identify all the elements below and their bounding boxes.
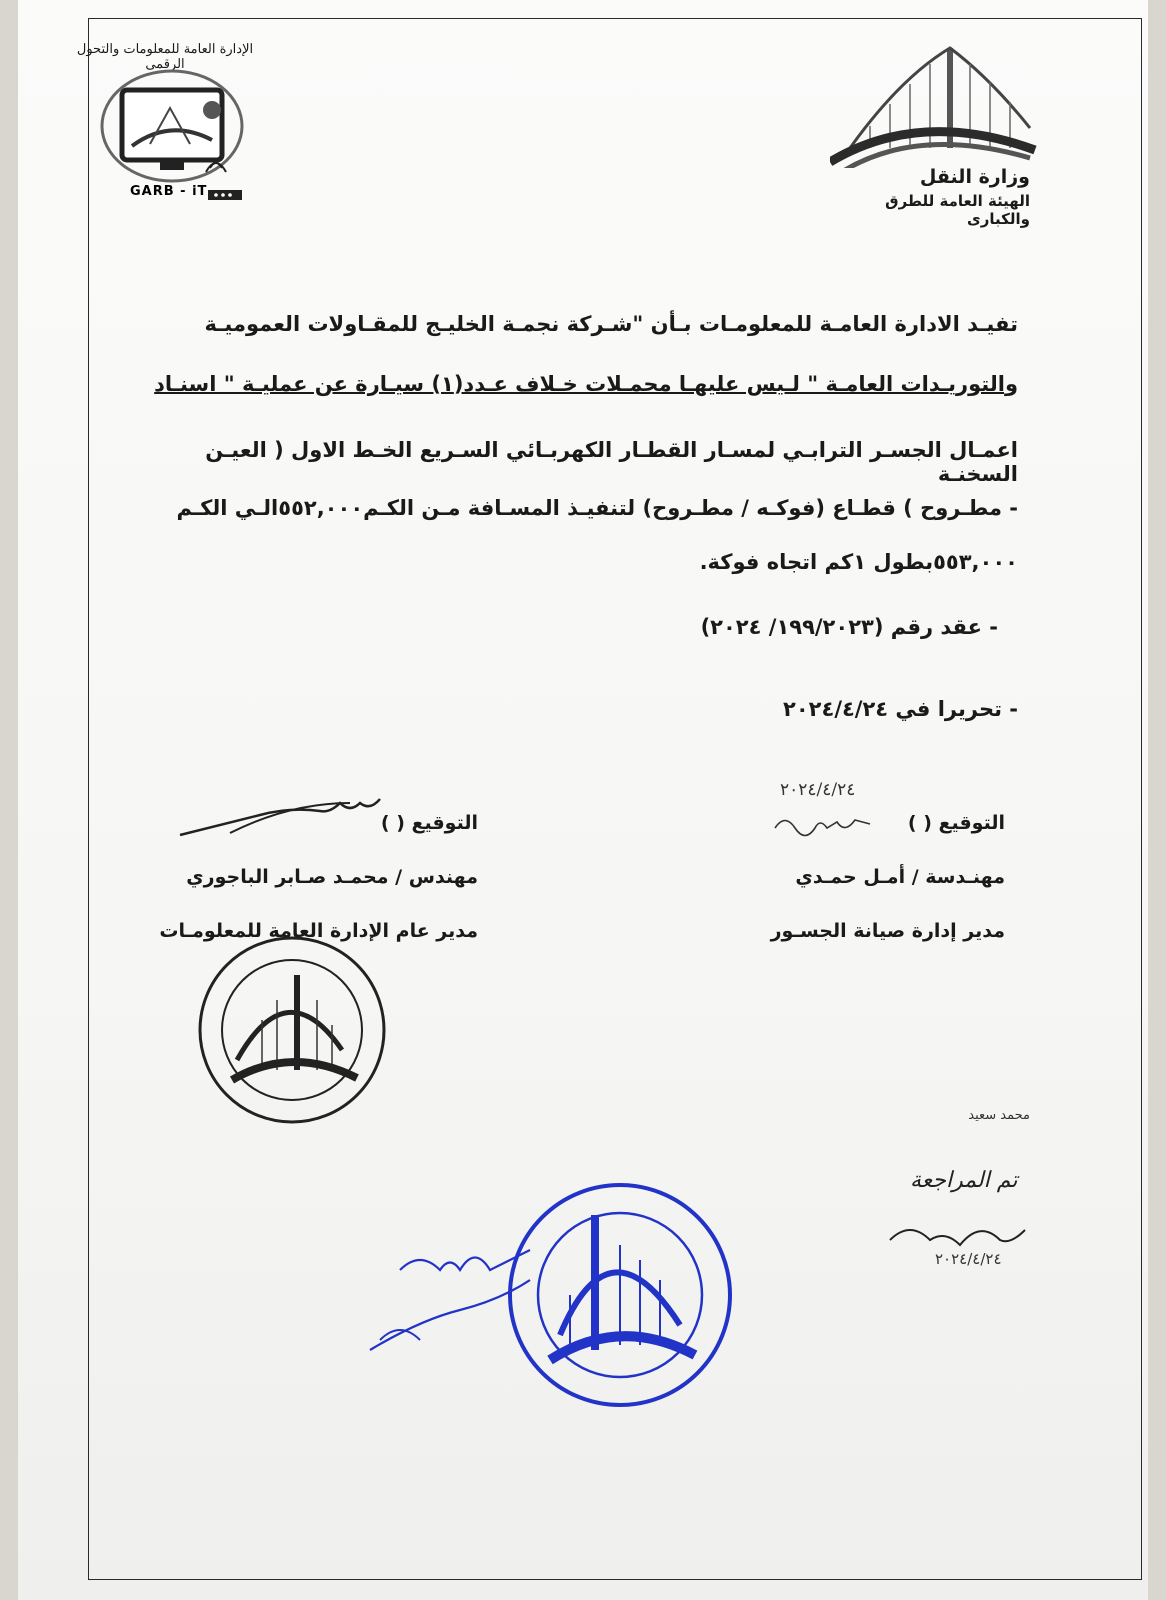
handwritten-signature-left xyxy=(170,785,400,855)
signature-label-left: التوقيع ( ) xyxy=(380,812,478,834)
signer-name-left: مهندس / محمـد صـابر الباجوري xyxy=(186,866,478,888)
black-official-stamp xyxy=(192,930,392,1130)
authority-name: الهيئة العامة للطرق والكبارى xyxy=(885,192,1030,228)
signer-title-right: مدير إدارة صيانة الجسـور xyxy=(770,920,1005,942)
handwritten-signature-right xyxy=(770,808,890,848)
reviewer-note: تم المراجعة xyxy=(910,1168,1018,1193)
body-line-1: تفيـد الادارة العامـة للمعلومـات بـأن "شـركة نجمـة الخليـج للمقـاولات العموميـة xyxy=(204,312,1018,336)
ministry-logo xyxy=(830,38,1040,228)
suspension-bridge-icon xyxy=(830,38,1040,168)
body-line-2: والتوريـدات العامـة " لـيس عليهـا محمـلات خـلاف عـدد(١) سيـارة عن عمليـة " اسنـاد xyxy=(154,372,1018,396)
contract-number: - عقد رقم (١٩٩/٢٠٢٣/ ٢٠٢٤) xyxy=(700,615,998,639)
issue-date: - تحريرا في ٢٠٢٤/٤/٢٤ xyxy=(783,697,1018,721)
logo-caption: الإدارة العامة للمعلومات والتحول الرقمى xyxy=(76,42,254,72)
body-line-5: ٥٥٣,٠٠٠بطول ١كم اتجاه فوكة. xyxy=(699,550,1018,574)
body-line-4: - مطـروح ) قطـاع (فوكـه / مطـروح) لتنفيـذ المسـافة مـن الكـم٥٥٢,٠٠٠الـي الكـم xyxy=(176,496,1018,520)
signature-label-right: التوقيع ( ) xyxy=(907,812,1005,834)
signer-name-right: مهنـدسة / أمـل حمـدي xyxy=(795,866,1005,888)
body-line-3: اعمـال الجسـر الترابـي لمسـار القطـار الكهربـائي السـريع الخـط الاول ( العيـن السخنـة xyxy=(205,438,1018,486)
reviewer-name: محمد سعيد xyxy=(968,1108,1030,1123)
signer-title-left: مدير عام الإدارة العامة للمعلومـات xyxy=(159,920,478,942)
router-icon xyxy=(206,184,246,204)
garb-it-logo xyxy=(60,40,270,210)
garb-it-brand: GARB - iT xyxy=(130,184,208,199)
ministry-name: وزارة النقل xyxy=(919,166,1030,188)
handwritten-date: ٢٠٢٤/٤/٢٤ xyxy=(780,780,856,800)
blue-handwritten-signature xyxy=(360,1230,580,1370)
reviewer-date: ٢٠٢٤/٤/٢٤ xyxy=(935,1250,1002,1268)
